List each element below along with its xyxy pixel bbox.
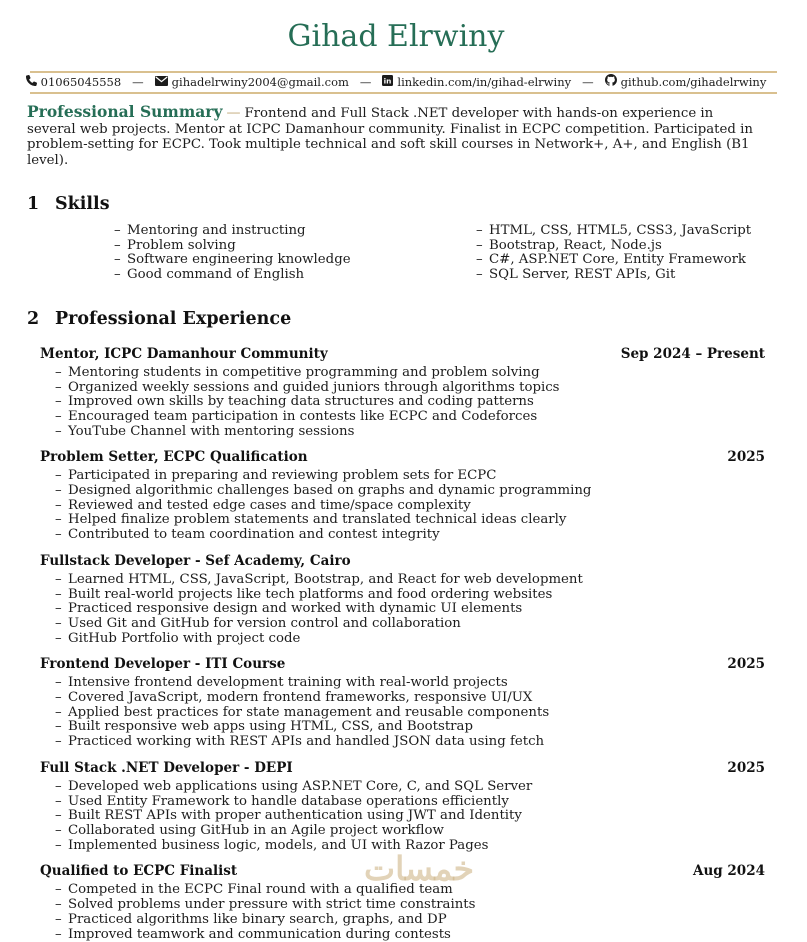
linkedin-contact[interactable]: [382, 74, 571, 91]
entry-date: 2025: [727, 760, 765, 777]
skill-item: – SQL Server, REST APIs, Git: [476, 268, 765, 283]
skills-columns: [27, 224, 765, 283]
experience-entry: [40, 553, 765, 647]
bullet-item: – Organized weekly sessions and guided juniors through algorithms topics: [55, 381, 765, 396]
skill-item: – Good command of English: [114, 268, 396, 283]
bullet-item: – Collaborated using GitHub in an Agile project workflow: [55, 824, 765, 839]
contact-separator: —: [132, 74, 144, 91]
entry-date: Aug 2024: [693, 863, 765, 880]
entry-header: [40, 760, 765, 777]
bullet-item: – Solved problems under pressure with strict time constraints: [55, 898, 765, 913]
entry-bullets: [40, 883, 765, 942]
experience-entry: [40, 656, 765, 750]
skill-item: – Problem solving: [114, 239, 396, 254]
skill-item: – Bootstrap, React, Node.js: [476, 239, 765, 254]
professional-summary: [27, 104, 765, 168]
bullet-item: – Participated in preparing and reviewing problem sets for ECPC: [55, 469, 765, 484]
github-contact[interactable]: [605, 74, 767, 91]
entry-bullets: [40, 780, 765, 854]
bullet-item: – Practiced algorithms like binary search, graphs, and DP: [55, 913, 765, 928]
bullet-item: – Designed algorithmic challenges based on graphs and dynamic programming: [55, 484, 765, 499]
skills-column-right: [396, 224, 765, 283]
entry-title: Full Stack .NET Developer - DEPI: [40, 760, 293, 777]
bullet-item: – Covered JavaScript, modern frontend frameworks, responsive UI/UX: [55, 691, 765, 706]
skill-item: – Software engineering knowledge: [114, 253, 396, 268]
skill-item: – HTML, CSS, HTML5, CSS3, JavaScript: [476, 224, 765, 239]
entry-title: Fullstack Developer - Sef Academy, Cairo: [40, 553, 351, 570]
section-title: Skills: [55, 194, 110, 214]
bullet-item: – Improved teamwork and communication during contests: [55, 928, 765, 942]
section-heading-skills: [27, 194, 765, 215]
summary-text: Frontend and Full Stack .NET developer with hands-on experience in several web projects. Mentor at ICPC Damanhour community. Finalist in ECPC competition. Participated in problem-setting for ECPC. Took multiple technical and soft skill courses in Network+, A+, and English (B1 level).: [27, 106, 753, 168]
linkedin-url: linkedin.com/in/gihad-elrwiny: [397, 74, 571, 91]
bullet-item: – Built real-world projects like tech platforms and food ordering websites: [55, 588, 765, 603]
section-number: 2: [27, 309, 55, 330]
bullet-item: – Used Git and GitHub for version control and collaboration: [55, 617, 765, 632]
email-address: gihadelrwiny2004@gmail.com: [172, 74, 349, 91]
skill-item: – C#, ASP.NET Core, Entity Framework: [476, 253, 765, 268]
skills-column-left: [27, 224, 396, 283]
entry-header: [40, 553, 765, 570]
bullet-item: – Applied best practices for state management and reusable components: [55, 706, 765, 721]
github-url: github.com/gihadelrwiny: [621, 74, 767, 91]
contact-separator: —: [360, 74, 372, 91]
khamsat-watermark: خمسات: [364, 849, 474, 888]
phone-contact[interactable]: [26, 74, 121, 91]
linkedin-icon: [382, 74, 393, 91]
entry-bullets: [40, 676, 765, 750]
bottom-rule: [30, 92, 777, 94]
entry-bullets: [40, 573, 765, 647]
bullet-item: – Used Entity Framework to handle database operations efficiently: [55, 795, 765, 810]
bullet-item: – GitHub Portfolio with project code: [55, 632, 765, 647]
experience-entry: [40, 346, 765, 440]
entry-date: 2025: [727, 656, 765, 673]
entry-header: [40, 346, 765, 363]
bullet-item: – Intensive frontend development training with real-world projects: [55, 676, 765, 691]
bullet-item: – Helped finalize problem statements and translated technical ideas clearly: [55, 513, 765, 528]
bullet-item: – Practiced responsive design and worked with dynamic UI elements: [55, 602, 765, 617]
entry-title: Frontend Developer - ITI Course: [40, 656, 285, 673]
summary-dash: —: [222, 105, 244, 121]
contact-line: [27, 73, 765, 92]
phone-number: 01065045558: [41, 74, 121, 91]
experience-entry: [40, 449, 765, 543]
bullet-item: – Reviewed and tested edge cases and time/space complexity: [55, 499, 765, 514]
svg-text:in: in: [384, 77, 392, 86]
bullet-item: – Mentoring students in competitive programming and problem solving: [55, 366, 765, 381]
skills-list-right: [476, 224, 765, 283]
entry-date: 2025: [727, 449, 765, 466]
skill-item: – Mentoring and instructing: [114, 224, 396, 239]
bullet-item: – YouTube Channel with mentoring sessions: [55, 425, 765, 440]
envelope-icon: [155, 74, 168, 91]
bullet-item: – Improved own skills by teaching data structures and coding patterns: [55, 395, 765, 410]
entry-title: Problem Setter, ECPC Qualification: [40, 449, 308, 466]
experience-entry: [40, 760, 765, 854]
entry-title: Qualified to ECPC Finalist: [40, 863, 237, 880]
phone-icon: [26, 74, 37, 91]
entry-header: [40, 656, 765, 673]
summary-label: Professional Summary: [27, 102, 222, 121]
contact-block: [27, 71, 765, 94]
entry-date: Sep 2024 – Present: [621, 346, 765, 363]
bullet-item: – Learned HTML, CSS, JavaScript, Bootstrap, and React for web development: [55, 573, 765, 588]
entry-header: [40, 863, 765, 880]
resume-name: Gihad Elrwiny: [27, 20, 765, 54]
entry-header: [40, 449, 765, 466]
entry-bullets: [40, 469, 765, 543]
experience-entry: [40, 863, 765, 942]
experience-list: [27, 346, 765, 942]
bullet-item: – Implemented business logic, models, and UI with Razor Pages: [55, 839, 765, 854]
section-title: Professional Experience: [55, 309, 291, 329]
bullet-item: – Competed in the ECPC Final round with a qualified team: [55, 883, 765, 898]
contact-separator: —: [582, 74, 594, 91]
bullet-item: – Contributed to team coordination and contest integrity: [55, 528, 765, 543]
bullet-item: – Built REST APIs with proper authentication using JWT and Identity: [55, 809, 765, 824]
github-icon: [605, 74, 617, 91]
entry-bullets: [40, 366, 765, 440]
entry-title: Mentor, ICPC Damanhour Community: [40, 346, 328, 363]
skills-list-left: [114, 224, 396, 283]
bullet-item: – Practiced working with REST APIs and handled JSON data using fetch: [55, 735, 765, 750]
email-contact[interactable]: [155, 74, 349, 91]
section-heading-experience: [27, 309, 765, 330]
bullet-item: – Encouraged team participation in contests like ECPC and Codeforces: [55, 410, 765, 425]
bullet-item: – Developed web applications using ASP.NET Core, C, and SQL Server: [55, 780, 765, 795]
bullet-item: – Built responsive web apps using HTML, CSS, and Bootstrap: [55, 720, 765, 735]
section-number: 1: [27, 194, 55, 215]
